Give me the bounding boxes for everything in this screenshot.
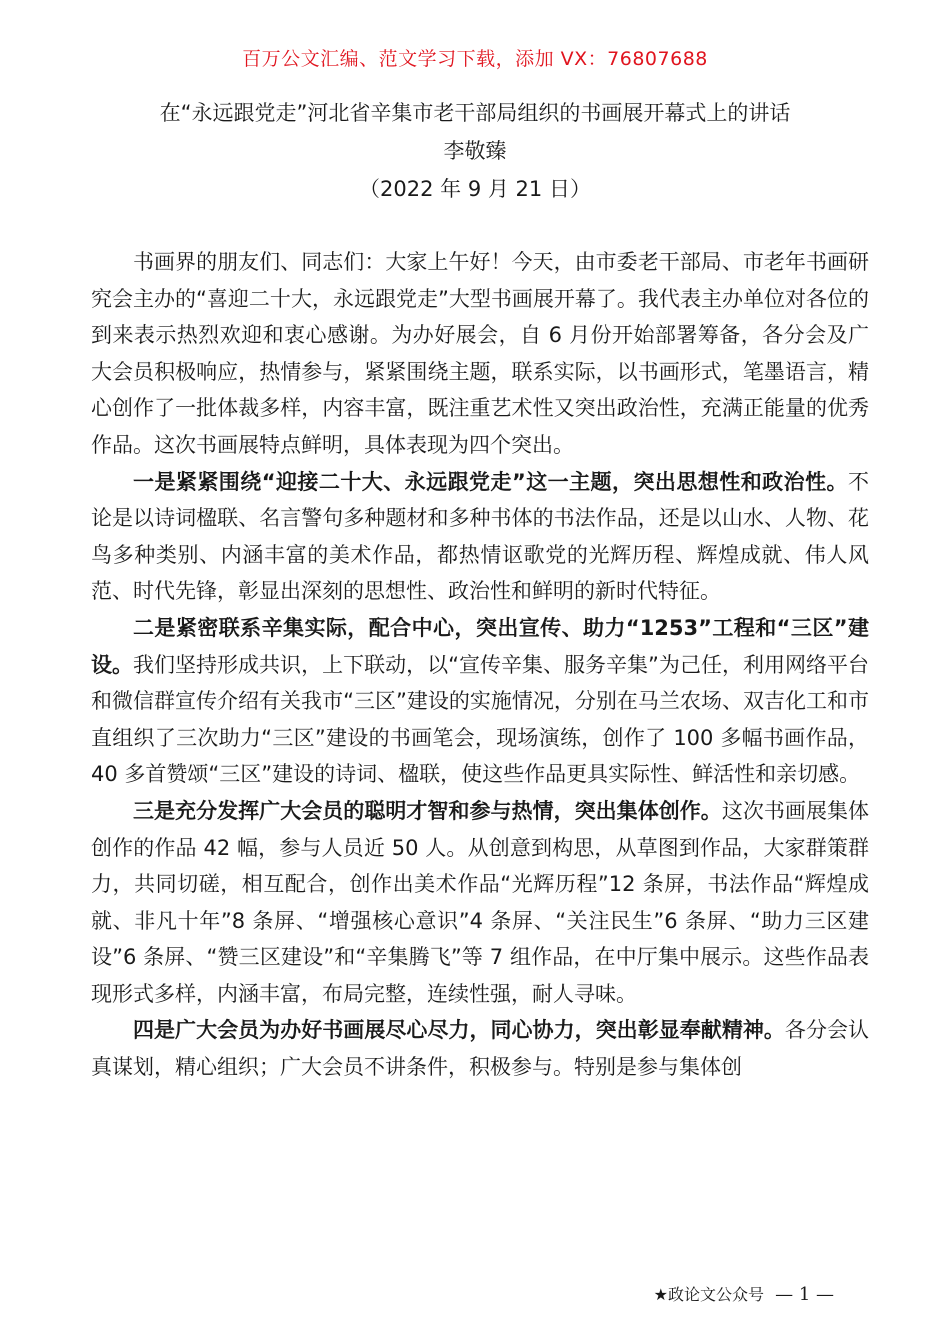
page-number: — 1 —: [775, 1284, 834, 1305]
author-name: 李敬臻: [443, 139, 507, 163]
paragraph-text: 我们坚持形成共识，上下联动，以“宣传辛集、服务辛集”为己任，利用网络平台和微信群宣传介绍有关我市“三区”建设的实施情况，分别在马兰农场、双吉化工和市直组织了三次助力“三区”建设的书画笔会，现场演练，创作了 100 多幅书画作品，40 多首赞颂“三区”建设的诗词、楹联，使这些作品更具实际性、鲜活性和亲切感。: [91, 652, 869, 787]
paragraph-5: [91, 1012, 869, 1085]
speech-title: 在“永远跟党走”河北省辛集市老干部局组织的书画展开幕式上的讲话: [159, 101, 791, 125]
page-footer: [654, 1284, 834, 1306]
speech-body: [91, 244, 869, 1086]
paragraph-2: [91, 464, 869, 610]
paragraph-lead: 三是充分发挥广大会员的聪明才智和参与热情，突出集体创作。: [133, 798, 722, 823]
paragraph-lead: 四是广大会员为办好书画展尽心尽力，同心协力，突出彰显奉献精神。: [133, 1018, 785, 1043]
paragraph-text: 书画界的朋友们、同志们：大家上午好！今天，由市委老干部局、市老年书画研究会主办的“喜迎二十大，永远跟党走”大型书画展开幕了。我代表主办单位对各位的到来表示热烈欢迎和衷心感谢。为办好展会，自 6 月份开始部署筹备，各分会及广大会员积极响应，热情参与，紧紧围绕主题，联系实际，以书画形式，笔墨语言，精心创作了一批体裁多样，内容丰富，既注重艺术性又突出政治性，充满正能量的优秀作品。这次书画展特点鲜明，具体表现为四个突出。: [91, 250, 869, 457]
paragraph-1: [91, 244, 869, 464]
paragraph-lead: 一是紧紧围绕“迎接二十大、永远跟党走”这一主题，突出思想性和政治性。: [133, 469, 848, 494]
paragraph-text: 不论是以诗词楹联、名言警句多种题材和多种书体的书法作品，还是以山水、人物、花鸟多种类别、内涵丰富的美术作品，都热情讴歌党的光辉历程、辉煌成就、伟人风范、时代先锋，彰显出深刻的思想性、政治性和鲜明的新时代特征。: [91, 469, 869, 604]
speech-date: （2022 年 9 月 21 日）: [359, 177, 591, 201]
paragraph-text: 这次书画展集体创作的作品 42 幅，参与人员近 50 人。从创意到构思，从草图到作品，大家群策群力，共同切磋，相互配合，创作出美术作品“光辉历程”12 条屏，书法作品“辉煌成就、非凡十年”8 条屏、“增强核心意识”4 条屏、“关注民生”6 条屏、“助力三区建设”6 条屏、“赞三区建设”和“辛集腾飞”等 7 组作品，在中厅集中展示。这些作品表现形式多样，内涵丰富，布局完整，连续性强，耐人寻味。: [91, 798, 870, 1006]
promo-banner: 百万公文汇编、范文学习下载，添加 VX：76807688: [242, 48, 708, 70]
footer-label: ★政论文公众号: [653, 1285, 764, 1304]
paragraph-4: [91, 793, 869, 1013]
paragraph-text: 各分会认真谋划，精心组织；广大会员不讲条件，积极参与。特别是参与集体创: [91, 1018, 870, 1080]
paragraph-3: [91, 610, 869, 793]
paragraph-lead: 二是紧密联系辛集实际，配合中心，突出宣传、助力“1253”工程和“三区”建设。: [91, 615, 869, 677]
